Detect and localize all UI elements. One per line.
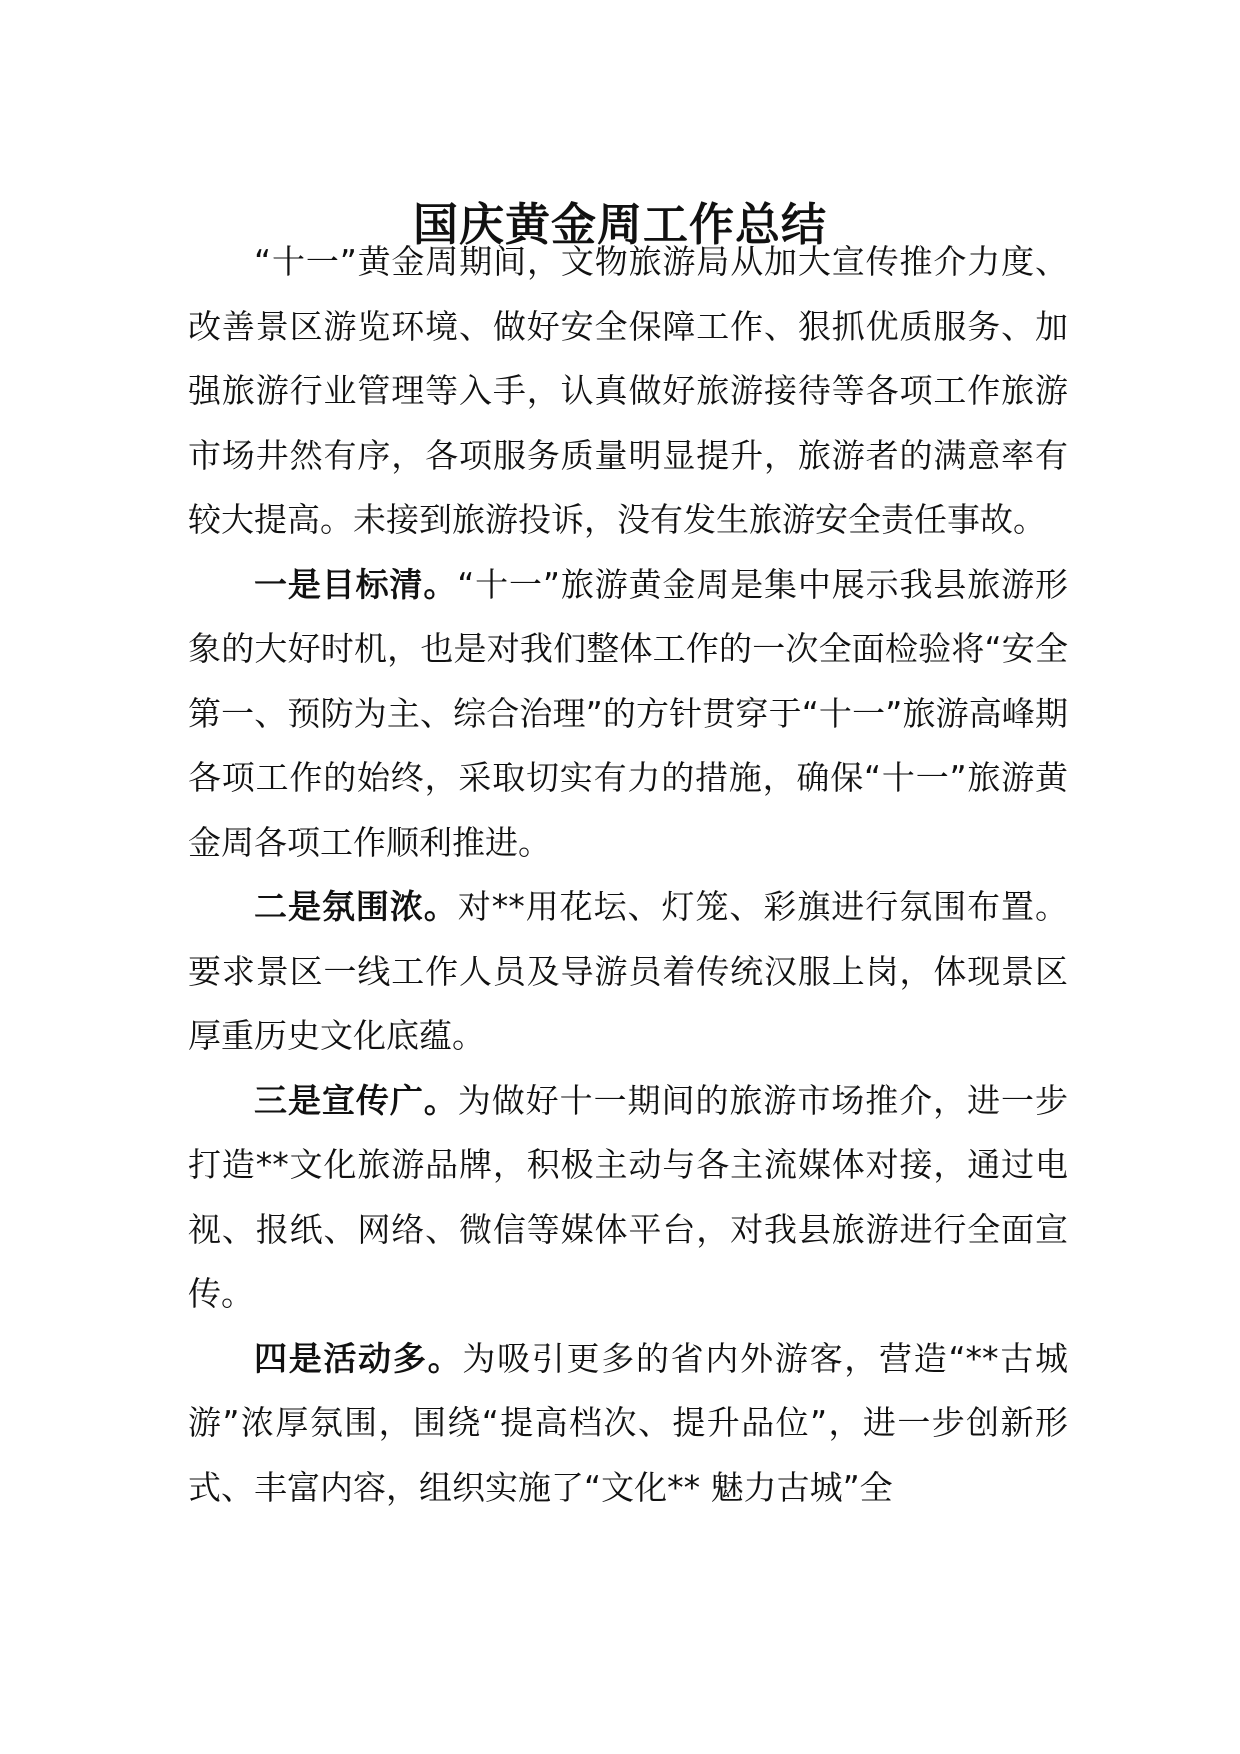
paragraph-text: “十一”黄金周期间，文物旅游局从加大宣传推介力度、改善景区游览环境、做好安全保障工作、狠抓优质服务、加强旅游行业管理等入手，认真做好旅游接待等各项工作旅游市场井然有序，各项服务质量明显提升，旅游者的满意率有较大提高。未接到旅游投诉，没有发生旅游安全责任事故。 [188, 242, 1068, 539]
paragraph-text: “十一”旅游黄金周是集中展示我县旅游形象的大好时机，也是对我们整体工作的一次全面检验将“安全第一、预防为主、综合治理”的方针贯穿于“十一”旅游高峰期各项工作的始终，采取切实有力的措施，确保“十一”旅游黄金周各项工作顺利推进。 [188, 564, 1068, 862]
paragraph-text: 为吸引更多的省内外游客，营造“**古城游”浓厚氛围，围绕“提高档次、提升品位”，进一步创新形式、丰富内容，组织实施了“文化** 魅力古城”全 [188, 1338, 1068, 1507]
paragraph-atmosphere [188, 875, 1068, 1069]
paragraph-goal [188, 553, 1068, 876]
paragraph-intro [188, 230, 1068, 553]
paragraph-lead: 四是活动多。 [254, 1338, 463, 1378]
paragraph-text: 对**用花坛、灯笼、彩旗进行氛围布置。要求景区一线工作人员及导游员着传统汉服上岗，体现景区厚重历史文化底蕴。 [188, 887, 1069, 1055]
paragraph-lead: 一是目标清。 [254, 564, 458, 604]
document-title: 国庆黄金周工作总结 [412, 198, 827, 252]
document-body [188, 230, 1068, 1520]
paragraph-text: 为做好十一期间的旅游市场推介，进一步打造**文化旅游品牌，积极主动与各主流媒体对接，通过电视、报纸、网络、微信等媒体平台，对我县旅游进行全面宣传。 [188, 1080, 1069, 1313]
paragraph-lead: 三是宣传广。 [254, 1080, 458, 1120]
paragraph-publicity [188, 1069, 1068, 1327]
paragraph-activities [188, 1327, 1068, 1521]
paragraph-lead: 二是氛围浓。 [254, 887, 458, 926]
